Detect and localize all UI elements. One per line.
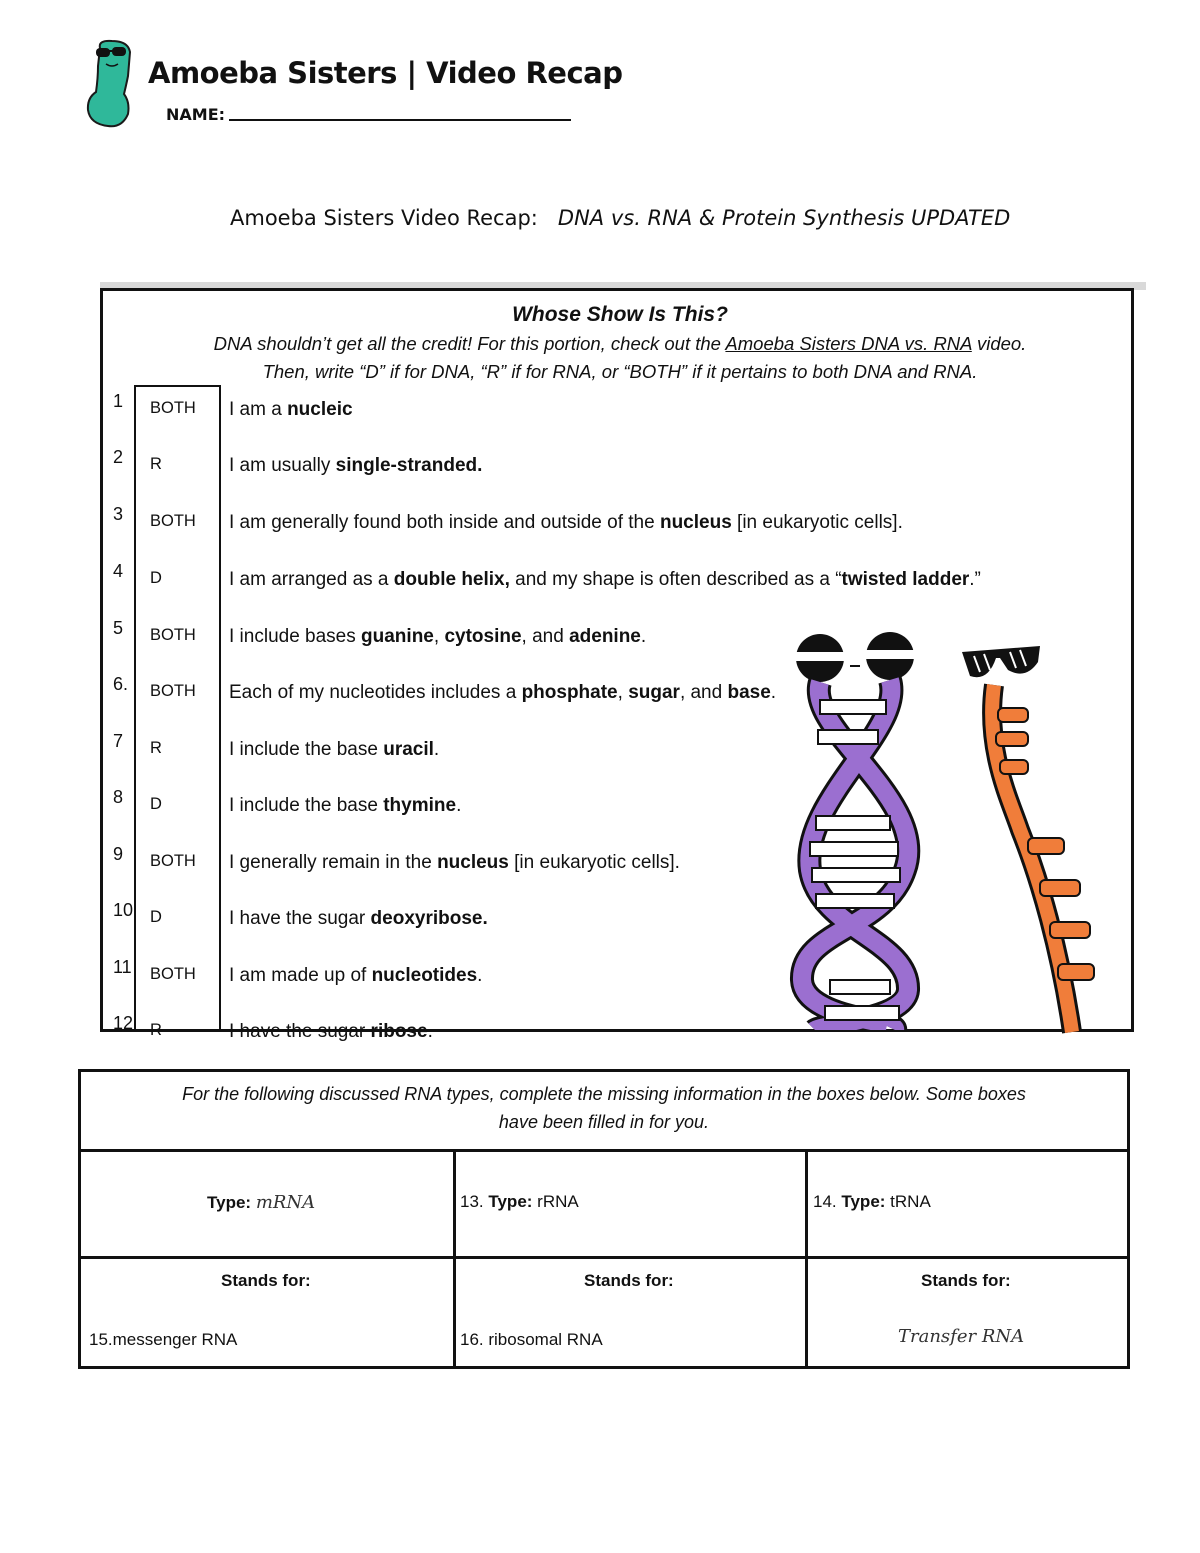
statement-part: and my shape is often described as a “ <box>509 569 842 590</box>
section-title: Whose Show Is This? <box>512 303 728 326</box>
statement-part: .” <box>969 569 981 590</box>
instruction-line-2: Then, write “D” if for DNA, “R” if for RNA, or “BOTH” if it pertains to both DNA and RNA. <box>262 361 978 382</box>
instr-text: DNA shouldn’t get all the credit! For this portion, check out the <box>213 333 726 354</box>
statement-keyword: base <box>727 682 771 703</box>
type-cell-2[interactable] <box>460 1192 579 1212</box>
name-field[interactable] <box>229 119 571 121</box>
stands-value-1[interactable]: 15.messenger RNA <box>89 1330 238 1349</box>
stands-value-2[interactable]: 16. ribosomal RNA <box>460 1330 603 1349</box>
row-number: 4 <box>113 561 124 581</box>
statement-part: I am generally found both inside and outside of the <box>229 512 660 533</box>
answer-field[interactable]: D <box>150 569 162 587</box>
amoeba-mascot-icon <box>78 38 148 132</box>
statement-keyword: nucleus <box>437 852 509 873</box>
row-number: 7 <box>113 731 124 751</box>
type-value: rRNA <box>532 1192 579 1211</box>
table-column-divider <box>805 1149 808 1369</box>
video-link[interactable]: Amoeba Sisters DNA vs. RNA <box>725 333 972 354</box>
statement-part: I have the sugar <box>229 908 371 929</box>
statement-part: I am a <box>229 399 288 420</box>
statement-keyword: nucleus <box>659 512 732 533</box>
statement-part: , and <box>679 682 728 703</box>
table-instructions <box>81 1080 1127 1136</box>
statement-text <box>229 739 439 761</box>
answer-field[interactable]: BOTH <box>150 512 196 530</box>
statement-part: . <box>640 626 647 647</box>
answer-field[interactable]: BOTH <box>150 852 196 870</box>
statement-text <box>229 399 353 421</box>
statement-keyword: adenine <box>569 626 641 647</box>
statement-keyword: double helix, <box>393 569 510 590</box>
statement-part: I am arranged as a <box>229 569 394 590</box>
statement-text <box>229 455 482 477</box>
type-cell-1[interactable] <box>207 1192 315 1213</box>
answer-field[interactable]: BOTH <box>150 682 196 700</box>
statement-keyword: twisted ladder <box>841 569 970 590</box>
row-number: 1 <box>113 391 124 411</box>
question-number: 13. <box>460 1192 489 1211</box>
row-number: 10 <box>113 900 134 920</box>
statement-text <box>229 795 461 817</box>
statement-keyword: cytosine <box>444 626 522 647</box>
answer-field[interactable]: BOTH <box>150 965 196 983</box>
answer-field[interactable]: D <box>150 908 162 926</box>
document-title <box>230 206 1010 230</box>
rna-character-illustration <box>850 350 1110 1040</box>
statement-text <box>229 852 680 874</box>
statement-part: , <box>617 682 629 703</box>
statement-text <box>229 908 488 930</box>
statement-keyword: sugar <box>628 682 680 703</box>
answer-field[interactable]: R <box>150 1021 162 1039</box>
statement-text <box>229 965 482 987</box>
type-label: Type: <box>488 1192 533 1211</box>
statement-part: I include the base <box>229 795 384 816</box>
name-label: NAME: <box>166 105 226 124</box>
statement-keyword: phosphate <box>521 682 618 703</box>
statement-part: , and <box>521 626 570 647</box>
statement-keyword: uracil <box>383 739 434 760</box>
statement-keyword: thymine <box>383 795 457 816</box>
statement-part: , <box>433 626 445 647</box>
statement-part: I include the base <box>229 739 384 760</box>
statement-part: I include bases <box>229 626 362 647</box>
row-number: 12 <box>113 1013 134 1033</box>
statement-keyword: nucleic <box>287 399 353 420</box>
statement-part: . <box>456 795 462 816</box>
statement-part: Each of my nucleotides includes a <box>229 682 522 703</box>
statement-keyword: guanine <box>361 626 434 647</box>
statement-keyword: ribose <box>370 1021 428 1042</box>
statement-part: [in eukaryotic cells]. <box>731 512 903 533</box>
table-column-divider <box>453 1149 456 1369</box>
title-plain: Amoeba Sisters Video Recap: <box>230 206 538 230</box>
brand-title: Amoeba Sisters | Video Recap <box>148 56 623 90</box>
table-divider <box>81 1149 1127 1152</box>
row-number: 2 <box>113 447 124 467</box>
statement-keyword: nucleotides <box>371 965 478 986</box>
row-number: 9 <box>113 844 124 864</box>
type-value: mRNA <box>255 1192 316 1213</box>
stands-label-1: Stands for: <box>221 1271 311 1290</box>
statement-part: . <box>770 682 777 703</box>
statement-keyword: deoxyribose. <box>370 908 488 929</box>
statement-part: I have the sugar <box>229 1021 371 1042</box>
answer-field[interactable]: BOTH <box>150 626 196 644</box>
row-number: 11 <box>113 957 132 977</box>
row-number: 5 <box>113 618 124 638</box>
statement-part: . <box>433 739 440 760</box>
stands-label-3: Stands for: <box>921 1271 1011 1290</box>
statement-part: I am made up of <box>229 965 372 986</box>
statement-text <box>229 1021 433 1043</box>
row-number: 8 <box>113 787 124 807</box>
type-label: Type: <box>841 1192 886 1211</box>
stands-label-2: Stands for: <box>584 1271 674 1290</box>
statement-part: I am usually <box>229 455 336 476</box>
instr-text: video. <box>971 333 1027 354</box>
table-instr-line-1: For the following discussed RNA types, complete the missing information in the boxes below. Some boxes <box>182 1084 1026 1104</box>
statement-keyword: single-stranded. <box>335 455 483 476</box>
statement-part: . <box>477 965 483 986</box>
type-cell-3[interactable] <box>813 1192 931 1212</box>
rna-types-table <box>78 1069 1130 1369</box>
table-divider <box>81 1256 1127 1259</box>
stands-value-3[interactable]: Transfer RNA <box>898 1326 1025 1347</box>
statement-part: . <box>427 1021 433 1042</box>
row-number: 3 <box>113 504 124 524</box>
type-label: Type: <box>207 1193 252 1212</box>
row-number: 6. <box>113 674 129 694</box>
answer-field[interactable]: BOTH <box>150 399 196 417</box>
question-number: 14. <box>813 1192 842 1211</box>
title-italic: DNA vs. RNA & Protein Synthesis UPDATED <box>557 206 1011 230</box>
statement-part: I generally remain in the <box>229 852 438 873</box>
statement-part: [in eukaryotic cells]. <box>508 852 680 873</box>
answer-column <box>134 385 221 1031</box>
type-value: tRNA <box>885 1192 931 1211</box>
answer-field[interactable]: R <box>150 739 162 757</box>
answer-field[interactable]: D <box>150 795 162 813</box>
answer-field[interactable]: R <box>150 455 162 473</box>
table-instr-line-2: have been filled in for you. <box>498 1112 710 1132</box>
statement-text <box>229 626 646 648</box>
